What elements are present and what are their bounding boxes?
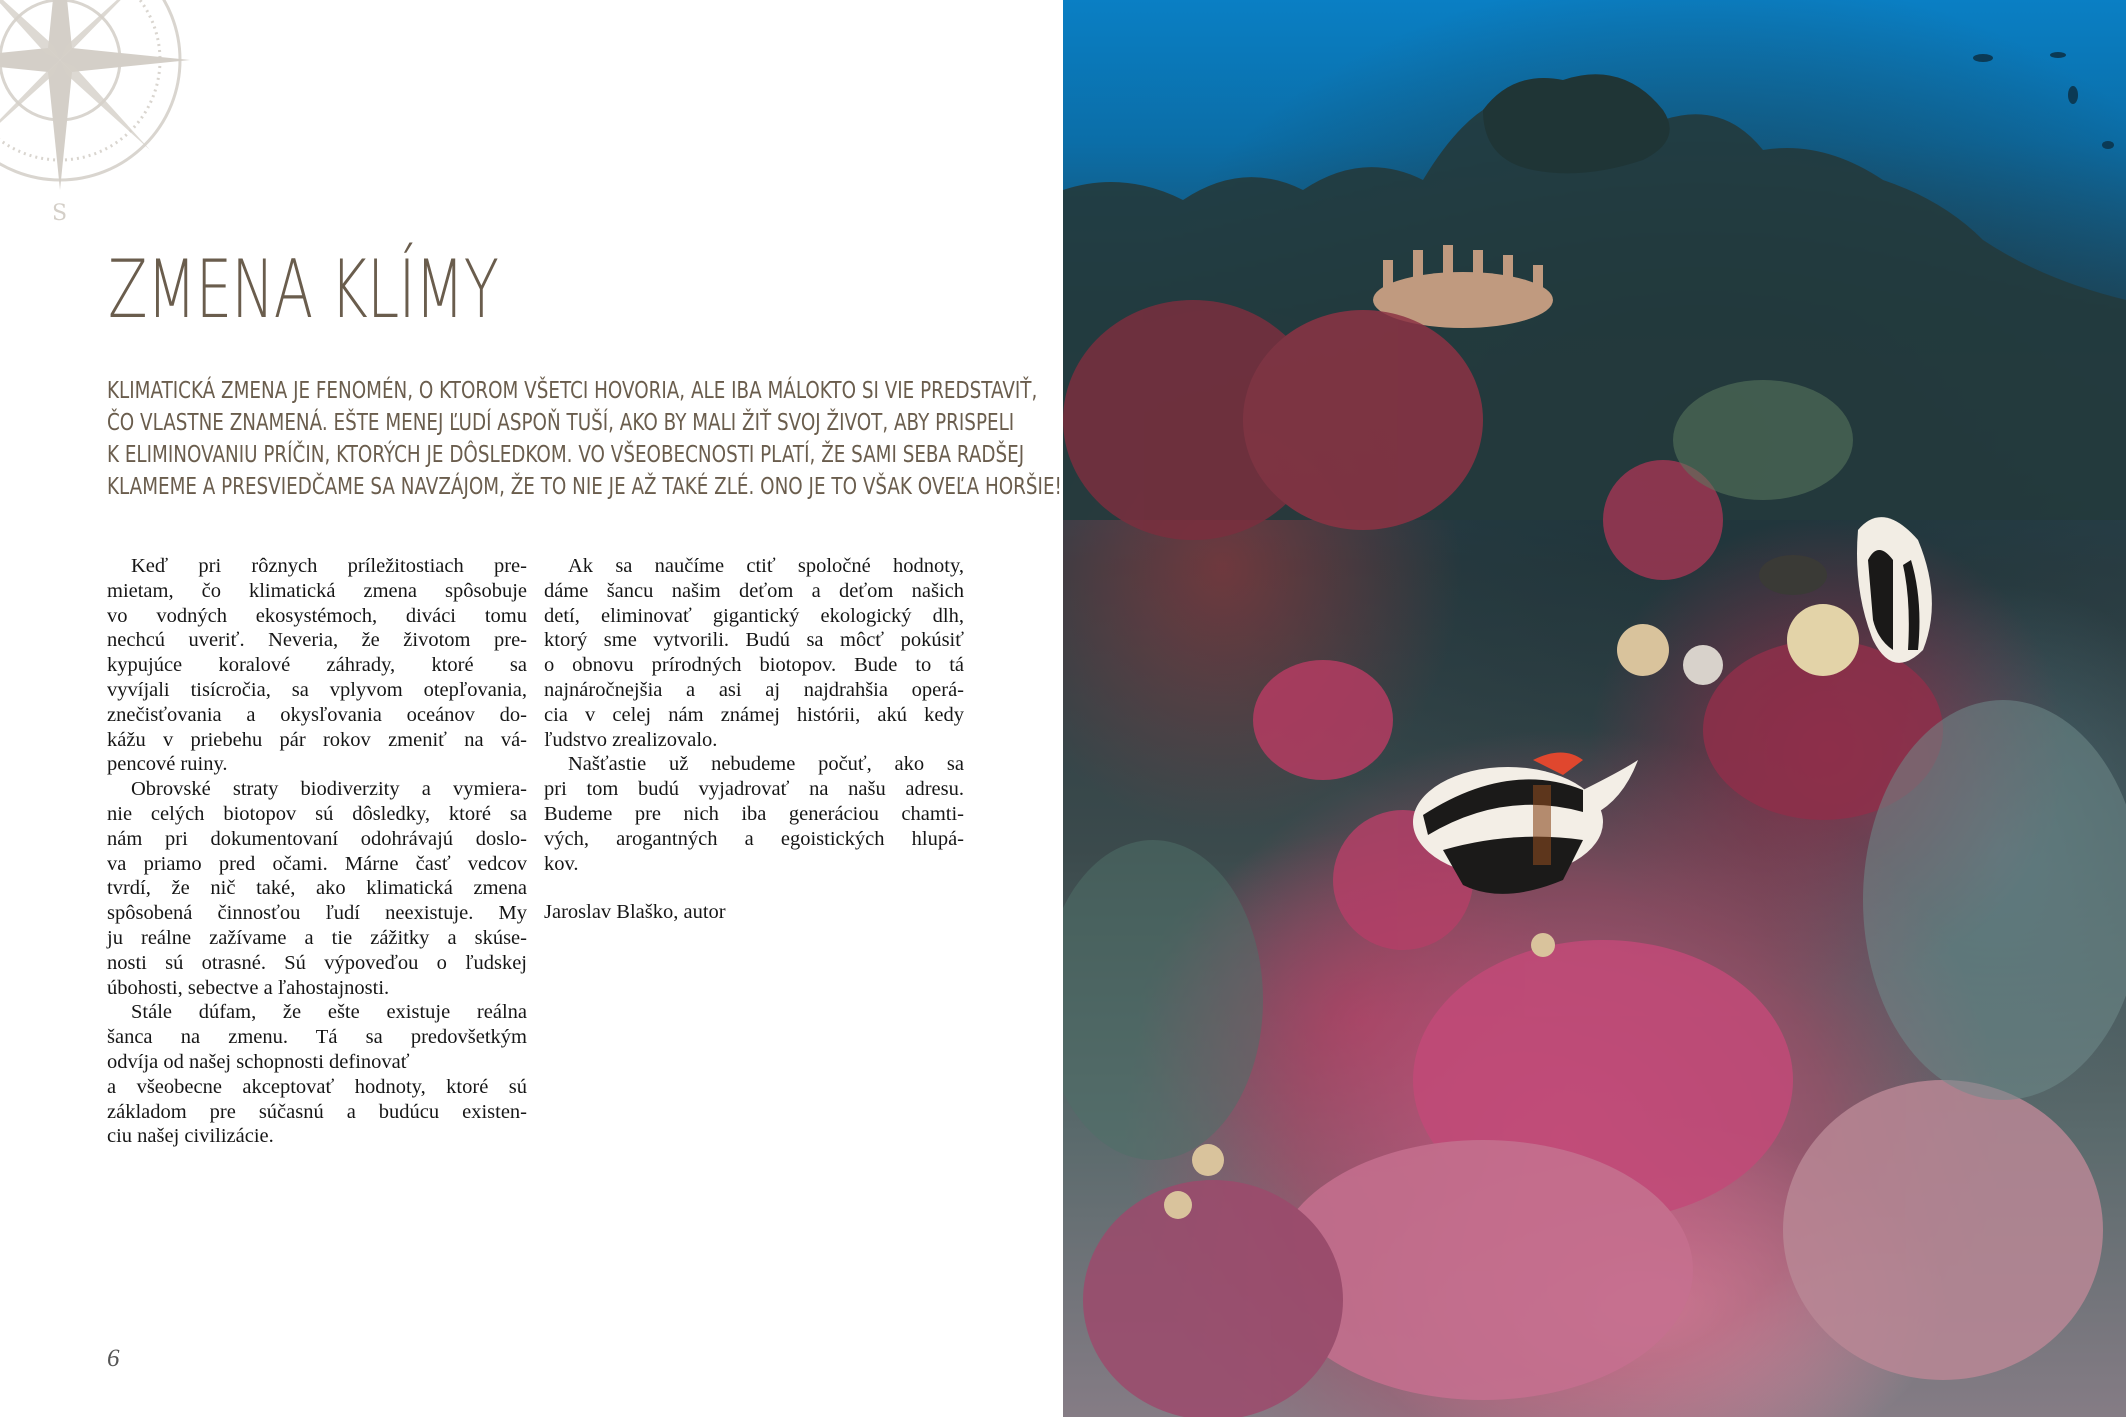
paragraph [107,554,527,777]
text-line: základom pre súčasnú a budúcu existen- [107,1100,527,1123]
paragraph [544,554,964,752]
intro-line: K ELIMINOVANIU PRÍČIN, KTORÝCH JE DÔSLEDKOM. VO VŠEOBECNOSTI PLATÍ, ŽE SAMI SEBA RADŠEJ [107,440,1025,468]
text-line: Obrovské straty biodiverzity a vymiera- [131,778,527,801]
text-line: znečisťovania a okysľovania oceánov do- [107,703,527,726]
text-line: ciu našej civilizácie. [107,1125,274,1148]
text-line: dáme šancu našim deťom a deťom našich [544,579,964,602]
author-signature: Jaroslav Blaško, autor [544,901,726,924]
text-line: ktorý sme vytvorili. Budú sa môcť pokúsiť [544,629,964,652]
page-number: 6 [107,1345,120,1372]
text-line: úbohosti, sebectve a ľahostajnosti. [107,976,390,999]
text-line: cia v celej nám známej histórii, akú kedy [544,703,964,726]
paragraph [544,752,964,876]
text-line: Budeme pre nich iba generáciou chamti- [544,802,964,825]
text-line: va priamo pred očami. Márne časť vedcov [107,852,527,875]
text-line: nám pri dokumentovaní odohrávajú doslo- [107,827,527,850]
text-line: detí, eliminovať gigantický ekologický dlh, [544,604,964,627]
text-line: vých, arogantných a egoistických hlupá- [544,827,964,850]
text-line: Keď pri rôznych príležitostiach pre- [131,555,527,577]
intro-line: KLIMATICKÁ ZMENA JE FENOMÉN, O KTOROM VŠETCI HOVORIA, ALE IBA MÁLOKTO SI VIE PREDSTAVIŤ, [107,376,1038,404]
text-line: ju reálne zažívame a tie zážitky a skúse- [107,926,527,949]
text-line: vo vodných ekosystémoch, diváci tomu [107,604,527,627]
text-line: najnáročnejšia a asi aj najdrahšia operá- [544,678,964,701]
coral-reef-photo [1063,0,2126,1417]
text-line: Našťastie už nebudeme počuť, ako sa [568,753,964,776]
body-column-left [107,554,527,1149]
text-line: nosti sú otrasné. Sú výpoveďou o ľudskej [107,951,527,974]
text-line: kypujúce koralové záhrady, ktoré sa [107,654,527,677]
svg-text:S: S [52,201,68,226]
text-line: odvíja od našej schopnosti definovať [107,1050,410,1073]
text-line: a všeobecne akceptovať hodnoty, ktoré sú [107,1075,527,1098]
text-line: o obnovu prírodných biotopov. Bude to tá [544,654,964,677]
text-line: Stále dúfam, že ešte existuje reálna [131,1001,527,1024]
coral-reef-illustration [1063,0,2126,1417]
text-line: nie celých biotopov sú dôsledky, ktoré sa [107,802,527,825]
text-line: kov. [544,852,579,875]
paragraph [107,777,527,1000]
chapter-title: ZMENA KLÍMY [108,243,499,336]
body-column-right [544,554,964,925]
text-line: vyvíjali tisícročia, sa vplyvom otepľovania, [107,678,527,701]
text-line: pri tom budú vyjadrovať na našu adresu. [544,778,964,801]
text-line: nechcú uveriť. Neveria, že životom pre- [107,629,527,652]
text-line: spôsobená činnosťou ľudí neexistuje. My [107,902,527,925]
intro-line: ČO VLASTNE ZNAMENÁ. EŠTE MENEJ ĽUDÍ ASPOŇ TUŠÍ, AKO BY MALI ŽIŤ SVOJ ŽIVOT, ABY PRISPELI [107,408,1015,436]
compass-rose-icon [0,0,240,240]
intro-paragraph [107,374,1062,502]
text-line: mietam, čo klimatická zmena spôsobuje [107,579,527,602]
text-line: šanca na zmenu. Tá sa predovšetkým [107,1026,527,1049]
text-line: Ak sa naučíme ctiť spoločné hodnoty, [568,555,964,577]
text-line: pencové ruiny. [107,753,228,776]
paragraph [107,1000,527,1149]
text-line: tvrdí, že nič také, ako klimatická zmena [107,877,527,900]
intro-line: KLAMEME A PRESVIEDČAME SA NAVZÁJOM, ŽE TO NIE JE AŽ TAKÉ ZLÉ. ONO JE TO VŠAK OVEĽA HORŠIE! [107,472,1062,500]
text-line: ľudstvo zrealizovalo. [544,728,718,751]
text-line: kážu v priebehu pár rokov zmeniť na vá- [107,728,527,751]
